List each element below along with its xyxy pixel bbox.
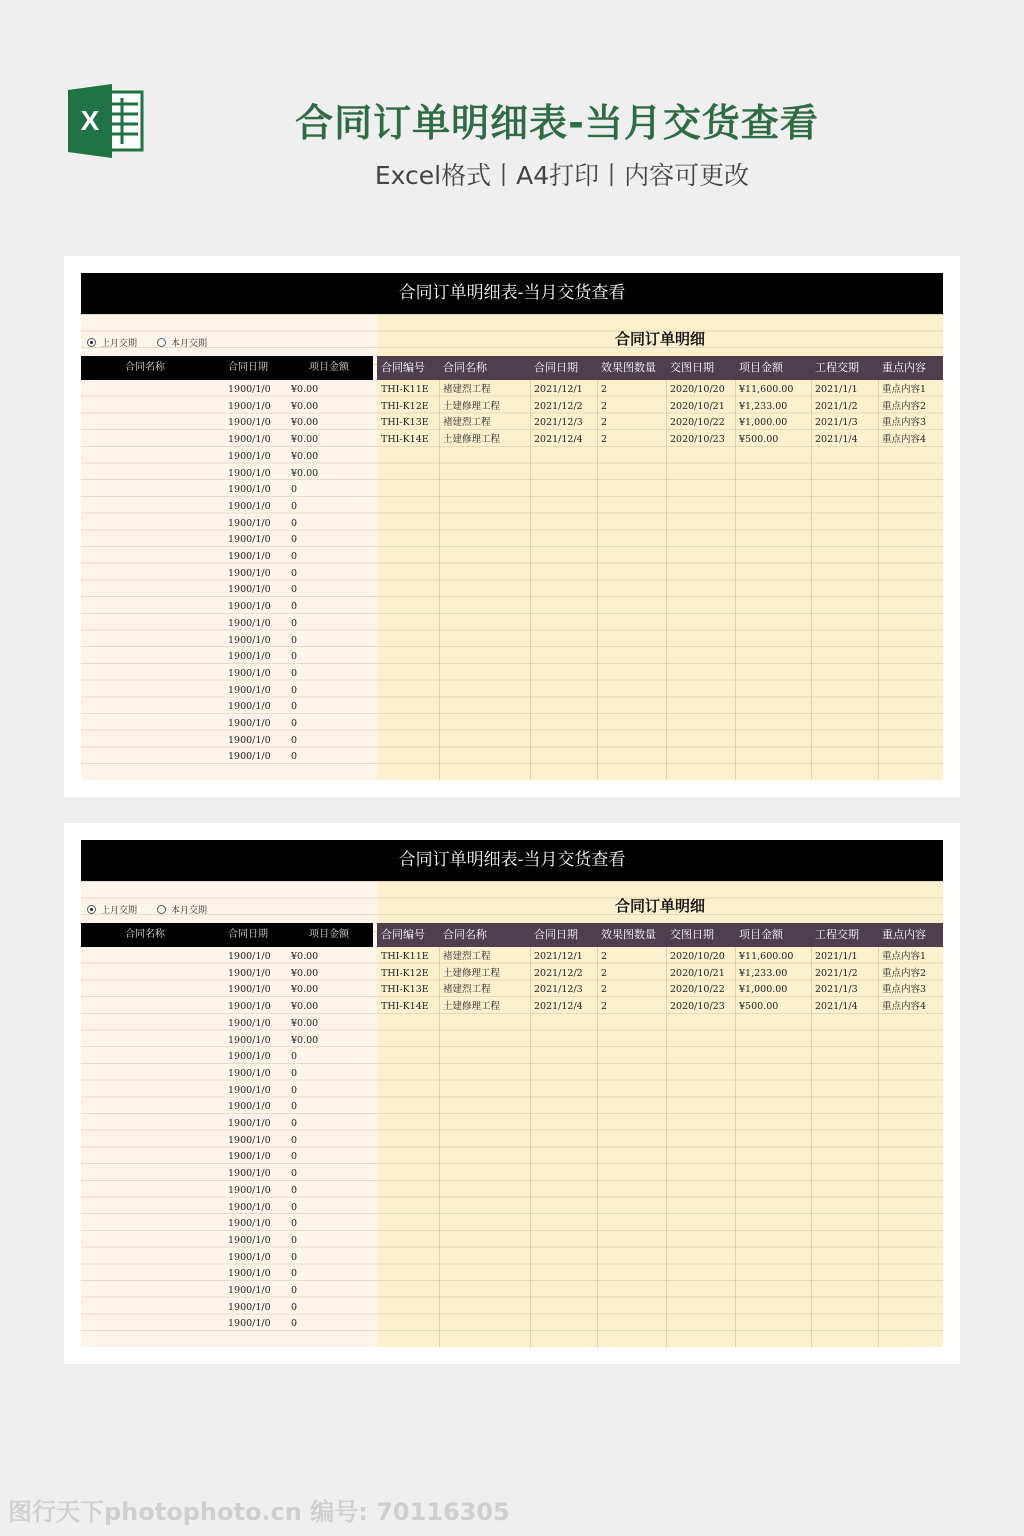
table-cell: ¥0.00 [291, 417, 319, 429]
table-cell: 1900/1/0 [228, 967, 271, 979]
table-cell: 2 [601, 984, 608, 996]
column-header: 合同编号 [381, 361, 425, 374]
table-cell: 2 [601, 434, 608, 446]
table-cell: 1900/1/0 [228, 1201, 271, 1213]
table-cell: 1900/1/0 [228, 1268, 271, 1280]
table-cell: 0 [291, 718, 298, 729]
column-header: 项目金额 [739, 928, 783, 941]
table-cell: ¥1,233.00 [739, 967, 788, 979]
detail-panel [377, 314, 943, 780]
table-cell: 0 [291, 1168, 298, 1180]
table-row [377, 399, 943, 416]
table-row [81, 432, 377, 449]
table-row [81, 716, 377, 733]
table-cell: 1900/1/0 [228, 551, 271, 562]
table-cell: THI-K12E [381, 400, 429, 412]
table-cell: 2020/10/23 [670, 434, 725, 446]
summary-table-header [81, 356, 373, 380]
table-cell: ¥0.00 [291, 951, 319, 962]
delivery-period-radio-group [87, 903, 227, 917]
table-row [81, 1116, 377, 1133]
table-cell: ¥0.00 [291, 434, 319, 446]
table-cell: 褚建烈工程 [443, 384, 491, 395]
table-cell: 1900/1/0 [228, 1251, 271, 1263]
table-cell: 2020/10/23 [670, 1001, 725, 1013]
radio-label: 本月交期 [171, 339, 208, 349]
table-cell: 0 [291, 634, 298, 646]
table-cell: 2021/1/4 [815, 1001, 858, 1013]
table-cell: 2021/1/1 [815, 384, 858, 395]
table-cell: 0 [291, 567, 298, 579]
table-cell: 2020/10/21 [670, 400, 725, 412]
table-cell: ¥0.00 [291, 450, 319, 462]
table-cell: 0 [291, 1285, 298, 1296]
table-cell: 1900/1/0 [228, 1001, 271, 1013]
table-cell: 2020/10/20 [670, 951, 725, 962]
summary-panel [81, 881, 377, 1347]
radio-option[interactable] [87, 903, 137, 916]
table-cell: THI-K11E [381, 384, 429, 395]
detail-table-header [377, 923, 943, 947]
table-cell: 重点内容4 [882, 434, 927, 446]
table-cell: 1900/1/0 [228, 434, 271, 446]
table-cell: 1900/1/0 [228, 1184, 271, 1196]
table-cell: 1900/1/0 [228, 384, 271, 395]
radio-option[interactable] [157, 903, 207, 916]
table-cell: 1900/1/0 [228, 667, 271, 679]
table-cell: 2 [601, 417, 608, 429]
table-row [81, 599, 377, 616]
table-cell: 2021/12/4 [534, 434, 583, 446]
column-header: 合同编号 [381, 928, 425, 941]
table-cell: 0 [291, 534, 298, 546]
table-cell: 1900/1/0 [228, 984, 271, 996]
table-row [81, 733, 377, 750]
column-header: 合同名称 [443, 361, 487, 374]
table-row [81, 1316, 377, 1333]
table-cell: 0 [291, 751, 298, 763]
table-cell: 2021/12/1 [534, 951, 583, 962]
table-row [81, 699, 377, 716]
table-cell: 1900/1/0 [228, 1168, 271, 1180]
table-cell: 2021/1/2 [815, 400, 858, 412]
table-row [377, 382, 943, 399]
table-cell: 2020/10/22 [670, 417, 725, 429]
table-row [81, 1149, 377, 1166]
table-cell: 褚建烈工程 [443, 951, 491, 962]
table-cell: 1900/1/0 [228, 1101, 271, 1113]
sheet-preview-1 [64, 256, 960, 797]
table-row [81, 1166, 377, 1183]
table-cell: 1900/1/0 [228, 500, 271, 512]
table-cell: 0 [291, 1251, 298, 1263]
table-cell: 0 [291, 1067, 298, 1079]
table-row [81, 399, 377, 416]
table-row [81, 949, 377, 966]
sheet-banner-title: 合同订单明细表-当月交货查看 [81, 273, 943, 314]
table-cell: 土建修理工程 [443, 400, 501, 412]
table-cell: 重点内容1 [882, 951, 927, 962]
table-cell: 1900/1/0 [228, 517, 271, 529]
table-cell: THI-K13E [381, 984, 429, 996]
table-row [81, 966, 377, 983]
table-cell: 土建修理工程 [443, 434, 501, 446]
table-cell: ¥0.00 [291, 384, 319, 395]
table-cell: 0 [291, 517, 298, 529]
page-subtitle: Excel格式丨A4打印丨内容可更改 [374, 161, 750, 190]
table-cell: 2021/12/3 [534, 417, 583, 429]
table-row [377, 982, 943, 999]
detail-table-title: 合同订单明细 [614, 897, 705, 915]
table-cell: THI-K12E [381, 967, 429, 979]
table-cell: 1900/1/0 [228, 417, 271, 429]
table-cell: 2 [601, 384, 608, 395]
table-row [81, 582, 377, 599]
table-row [81, 532, 377, 549]
table-row [81, 1016, 377, 1033]
column-header: 合同日期 [228, 929, 268, 940]
table-cell: 0 [291, 667, 298, 679]
detail-table-title: 合同订单明细 [614, 330, 705, 348]
table-cell: ¥11,600.00 [739, 384, 794, 395]
table-cell: 重点内容2 [882, 967, 927, 979]
table-row [81, 999, 377, 1016]
table-cell: 0 [291, 1084, 298, 1096]
table-row [81, 633, 377, 650]
radio-label: 本月交期 [171, 906, 208, 916]
table-row [81, 382, 377, 399]
table-cell: 0 [291, 1051, 298, 1063]
table-cell: 1900/1/0 [228, 1218, 271, 1230]
table-cell: 1900/1/0 [228, 601, 271, 613]
page-title: 合同订单明细表-当月交货查看 [295, 101, 819, 145]
column-header: 合同名称 [443, 928, 487, 941]
table-row [81, 516, 377, 533]
table-cell: 0 [291, 1201, 298, 1213]
sheet-banner-title: 合同订单明细表-当月交货查看 [81, 840, 943, 881]
table-row [81, 549, 377, 566]
table-cell: 0 [291, 1134, 298, 1146]
table-cell: 褚建烈工程 [443, 984, 491, 996]
table-cell: 重点内容4 [882, 1001, 927, 1013]
table-row [81, 616, 377, 633]
table-cell: 1900/1/0 [228, 1051, 271, 1063]
table-cell: THI-K14E [381, 434, 429, 446]
table-cell: 0 [291, 584, 298, 596]
table-row [81, 482, 377, 499]
table-cell: 重点内容3 [882, 417, 927, 429]
table-cell: 0 [291, 1118, 298, 1129]
table-cell: 1900/1/0 [228, 1134, 271, 1146]
table-cell: ¥500.00 [739, 1001, 779, 1013]
table-cell: 1900/1/0 [228, 567, 271, 579]
table-cell: THI-K14E [381, 1001, 429, 1013]
table-row [377, 949, 943, 966]
table-cell: 1900/1/0 [228, 1234, 271, 1246]
table-cell: 2020/10/22 [670, 984, 725, 996]
table-cell: ¥500.00 [739, 434, 779, 446]
table-cell: 0 [291, 617, 298, 629]
table-cell: THI-K13E [381, 417, 429, 429]
table-cell: ¥0.00 [291, 984, 319, 996]
table-row [81, 415, 377, 432]
table-row [377, 432, 943, 449]
table-cell: 1900/1/0 [228, 467, 271, 479]
delivery-period-radio-group [87, 336, 227, 350]
table-cell: 土建修理工程 [443, 967, 501, 979]
table-cell: 1900/1/0 [228, 718, 271, 729]
column-header: 工程交期 [815, 361, 859, 374]
column-header: 项目金额 [309, 362, 349, 373]
table-cell: 2 [601, 1001, 608, 1013]
table-cell: 1900/1/0 [228, 951, 271, 962]
table-cell: 1900/1/0 [228, 400, 271, 412]
column-header: 交图日期 [670, 361, 714, 374]
table-row [81, 982, 377, 999]
column-header: 效果图数量 [601, 928, 656, 941]
table-cell: 1900/1/0 [228, 734, 271, 746]
table-cell: 0 [291, 500, 298, 512]
table-row [81, 1066, 377, 1083]
table-cell: 重点内容2 [882, 400, 927, 412]
table-cell: 1900/1/0 [228, 751, 271, 763]
table-row [377, 999, 943, 1016]
column-header: 项目金额 [739, 361, 783, 374]
table-cell: 1900/1/0 [228, 1301, 271, 1313]
table-cell: 0 [291, 734, 298, 746]
table-cell: 0 [291, 701, 298, 713]
table-cell: ¥1,000.00 [739, 417, 788, 429]
table-row [81, 666, 377, 683]
table-cell: 2021/12/4 [534, 1001, 583, 1013]
table-row [81, 1049, 377, 1066]
summary-panel [81, 314, 377, 780]
table-cell: 2020/10/20 [670, 384, 725, 395]
table-row [81, 749, 377, 766]
table-row [81, 649, 377, 666]
column-header: 合同日期 [534, 361, 578, 374]
table-cell: 2021/12/1 [534, 384, 583, 395]
table-row [81, 1099, 377, 1116]
column-header: 合同日期 [534, 928, 578, 941]
table-cell: 0 [291, 1151, 298, 1163]
radio-label: 上月交期 [101, 906, 138, 916]
table-row [81, 1033, 377, 1050]
table-cell: 1900/1/0 [228, 1084, 271, 1096]
column-header: 工程交期 [815, 928, 859, 941]
table-cell: 1900/1/0 [228, 534, 271, 546]
watermark-text: 图行天下photophoto.cn 编号: 70116305 [8, 1498, 510, 1526]
table-cell: 0 [291, 1318, 298, 1330]
summary-table-header [81, 923, 373, 947]
table-cell: 2021/1/2 [815, 967, 858, 979]
table-cell: ¥11,600.00 [739, 951, 794, 962]
column-header: 合同日期 [228, 362, 268, 373]
radio-button-icon[interactable] [157, 905, 166, 914]
table-cell: ¥1,233.00 [739, 400, 788, 412]
table-cell: 1900/1/0 [228, 1118, 271, 1129]
radio-label: 上月交期 [101, 339, 138, 349]
table-cell: 0 [291, 1234, 298, 1246]
column-header: 重点内容 [882, 928, 926, 941]
table-cell: ¥0.00 [291, 467, 319, 479]
excel-logo-letter: X [80, 105, 100, 136]
table-cell: 2021/12/3 [534, 984, 583, 996]
table-cell: ¥1,000.00 [739, 984, 788, 996]
table-cell: 2 [601, 400, 608, 412]
radio-button-icon[interactable] [157, 338, 166, 347]
table-row [81, 1233, 377, 1250]
table-row [81, 1266, 377, 1283]
table-cell: 1900/1/0 [228, 651, 271, 663]
table-cell: ¥0.00 [291, 1001, 319, 1013]
column-header: 项目金额 [309, 929, 349, 940]
page-header [0, 0, 1024, 240]
table-cell: 2 [601, 967, 608, 979]
table-row [81, 449, 377, 466]
table-cell: ¥0.00 [291, 400, 319, 412]
table-row [81, 1283, 377, 1300]
table-cell: 2021/1/3 [815, 984, 858, 996]
table-cell: ¥0.00 [291, 1034, 319, 1046]
column-header: 交图日期 [670, 928, 714, 941]
table-cell: 1900/1/0 [228, 1285, 271, 1296]
table-row [81, 1250, 377, 1267]
table-cell: 0 [291, 551, 298, 562]
table-cell: 0 [291, 1268, 298, 1280]
table-row [81, 1300, 377, 1317]
table-row [81, 1216, 377, 1233]
sheet-preview-2 [64, 823, 960, 1364]
table-cell: 重点内容3 [882, 984, 927, 996]
table-cell: 1900/1/0 [228, 701, 271, 713]
table-cell: 2021/1/4 [815, 434, 858, 446]
table-cell: 1900/1/0 [228, 1151, 271, 1163]
table-cell: 土建修理工程 [443, 1001, 501, 1013]
detail-panel [377, 881, 943, 1347]
table-cell: 1900/1/0 [228, 584, 271, 596]
table-row [81, 466, 377, 483]
column-header: 效果图数量 [601, 361, 656, 374]
table-cell: 2021/12/2 [534, 400, 583, 412]
table-row [81, 566, 377, 583]
table-cell: 1900/1/0 [228, 1017, 271, 1029]
table-cell: 0 [291, 684, 298, 696]
table-cell: 2021/1/3 [815, 417, 858, 429]
table-row [81, 1133, 377, 1150]
detail-table-header [377, 356, 943, 380]
table-cell: 0 [291, 1218, 298, 1230]
table-cell: 2020/10/21 [670, 967, 725, 979]
table-cell: 0 [291, 651, 298, 663]
table-cell: 1900/1/0 [228, 684, 271, 696]
table-cell: 0 [291, 601, 298, 613]
table-cell: 重点内容1 [882, 384, 927, 395]
table-row [377, 966, 943, 983]
table-cell: 1900/1/0 [228, 484, 271, 496]
table-cell: ¥0.00 [291, 967, 319, 979]
table-cell: 1900/1/0 [228, 1067, 271, 1079]
table-row [81, 1200, 377, 1217]
table-row [81, 1183, 377, 1200]
table-cell: 1900/1/0 [228, 617, 271, 629]
radio-option[interactable] [87, 336, 137, 349]
table-cell: 2 [601, 951, 608, 962]
table-row [81, 683, 377, 700]
column-header: 合同名称 [125, 362, 165, 373]
table-cell: 0 [291, 1184, 298, 1196]
column-header: 合同名称 [125, 929, 165, 940]
table-cell: 2021/12/2 [534, 967, 583, 979]
table-row [81, 1083, 377, 1100]
table-cell: 1900/1/0 [228, 634, 271, 646]
table-row [377, 415, 943, 432]
table-cell: 0 [291, 1301, 298, 1313]
table-cell: 1900/1/0 [228, 450, 271, 462]
table-cell: 0 [291, 1101, 298, 1113]
radio-option[interactable] [157, 336, 207, 349]
table-cell: 0 [291, 484, 298, 496]
table-row [81, 499, 377, 516]
table-cell: 褚建烈工程 [443, 417, 491, 429]
column-header: 重点内容 [882, 361, 926, 374]
table-cell: 1900/1/0 [228, 1034, 271, 1046]
radio-button-icon[interactable] [87, 338, 96, 347]
table-cell: 2021/1/1 [815, 951, 858, 962]
radio-button-icon[interactable] [87, 905, 96, 914]
table-cell: THI-K11E [381, 951, 429, 962]
table-cell: ¥0.00 [291, 1017, 319, 1029]
table-cell: 1900/1/0 [228, 1318, 271, 1330]
